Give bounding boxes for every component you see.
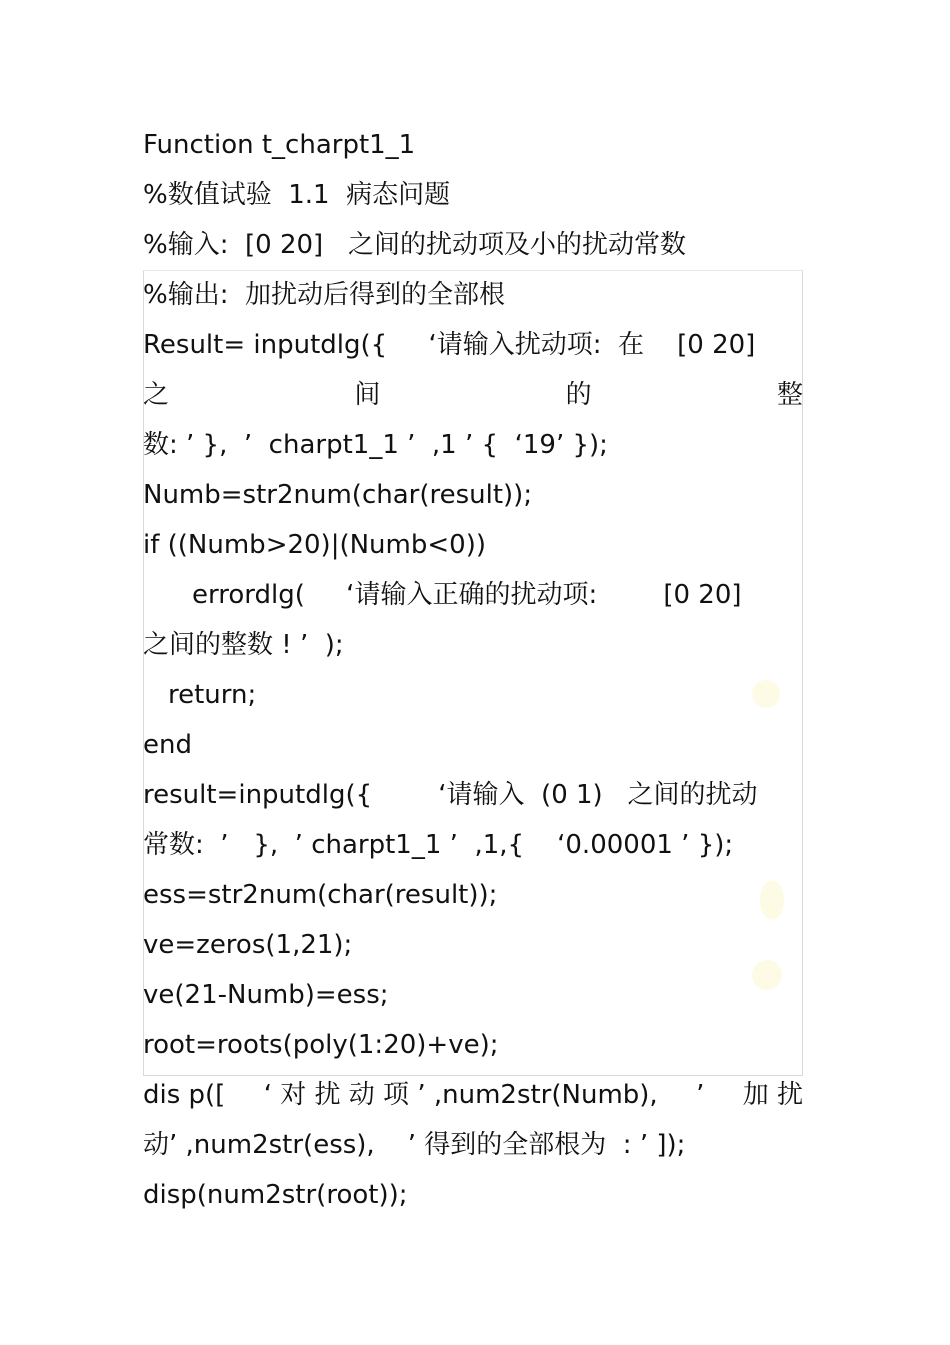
code-line-1: Function t_charpt1_1: [143, 130, 416, 160]
code-line-19: root=roots(poly(1:20)+ve);: [143, 1030, 499, 1060]
code-word: dis p([: [143, 1080, 226, 1110]
code-line-9: if ((Numb>20)|(Numb<0)): [143, 530, 486, 560]
code-line-18: ve(21-Numb)=ess;: [143, 980, 389, 1010]
code-word: ’: [696, 1080, 705, 1110]
code-line-12: return;: [168, 680, 257, 710]
code-line-3: %输入: [0 20] 之间的扰动项及小的扰动常数: [143, 230, 686, 260]
code-word: 的: [565, 380, 592, 410]
code-line-15: 常数: ’ }, ’ charpt1_1 ’ ,1,{ ‘0.00001 ’ });: [143, 830, 734, 860]
code-line-14: result=inputdlg({ ‘请输入 (0 1) 之间的扰动: [143, 780, 758, 810]
code-word: 间: [354, 380, 381, 410]
code-line-21: 动’ ,num2str(ess), ’ 得到的全部根为 : ’ ]);: [143, 1130, 686, 1160]
code-line-6: [143, 380, 803, 410]
code-word: 整: [776, 380, 803, 410]
code-line-8: Numb=str2num(char(result));: [143, 480, 533, 510]
code-line-7: 数: ’ }, ’ charpt1_1 ’ ,1 ’ { ‘19’ });: [143, 430, 608, 460]
code-line-16: ess=str2num(char(result));: [143, 880, 498, 910]
code-line-4: %输出: 加扰动后得到的全部根: [143, 280, 505, 310]
code-word: 加 扰: [742, 1080, 803, 1110]
code-line-20: [143, 1080, 803, 1110]
code-line-11: 之间的整数 ! ’ );: [143, 630, 344, 660]
code-line-2: %数值试验 1.1 病态问题: [143, 180, 451, 210]
code-line-13: end: [143, 730, 192, 760]
code-line-10: errordlg( ‘请输入正确的扰动项: [0 20]: [192, 580, 742, 610]
code-word: ‘ 对 扰 动 项 ’ ,num2str(Numb),: [263, 1080, 658, 1110]
watermark-smudge: [760, 880, 784, 920]
code-line-22: disp(num2str(root));: [143, 1180, 408, 1210]
watermark-smudge: [752, 960, 782, 990]
watermark-smudge: [752, 680, 780, 708]
code-line-17: ve=zeros(1,21);: [143, 930, 353, 960]
code-word: 之: [143, 380, 170, 410]
code-line-5: Result= inputdlg({ ‘请输入扰动项: 在 [0 20]: [143, 330, 756, 360]
